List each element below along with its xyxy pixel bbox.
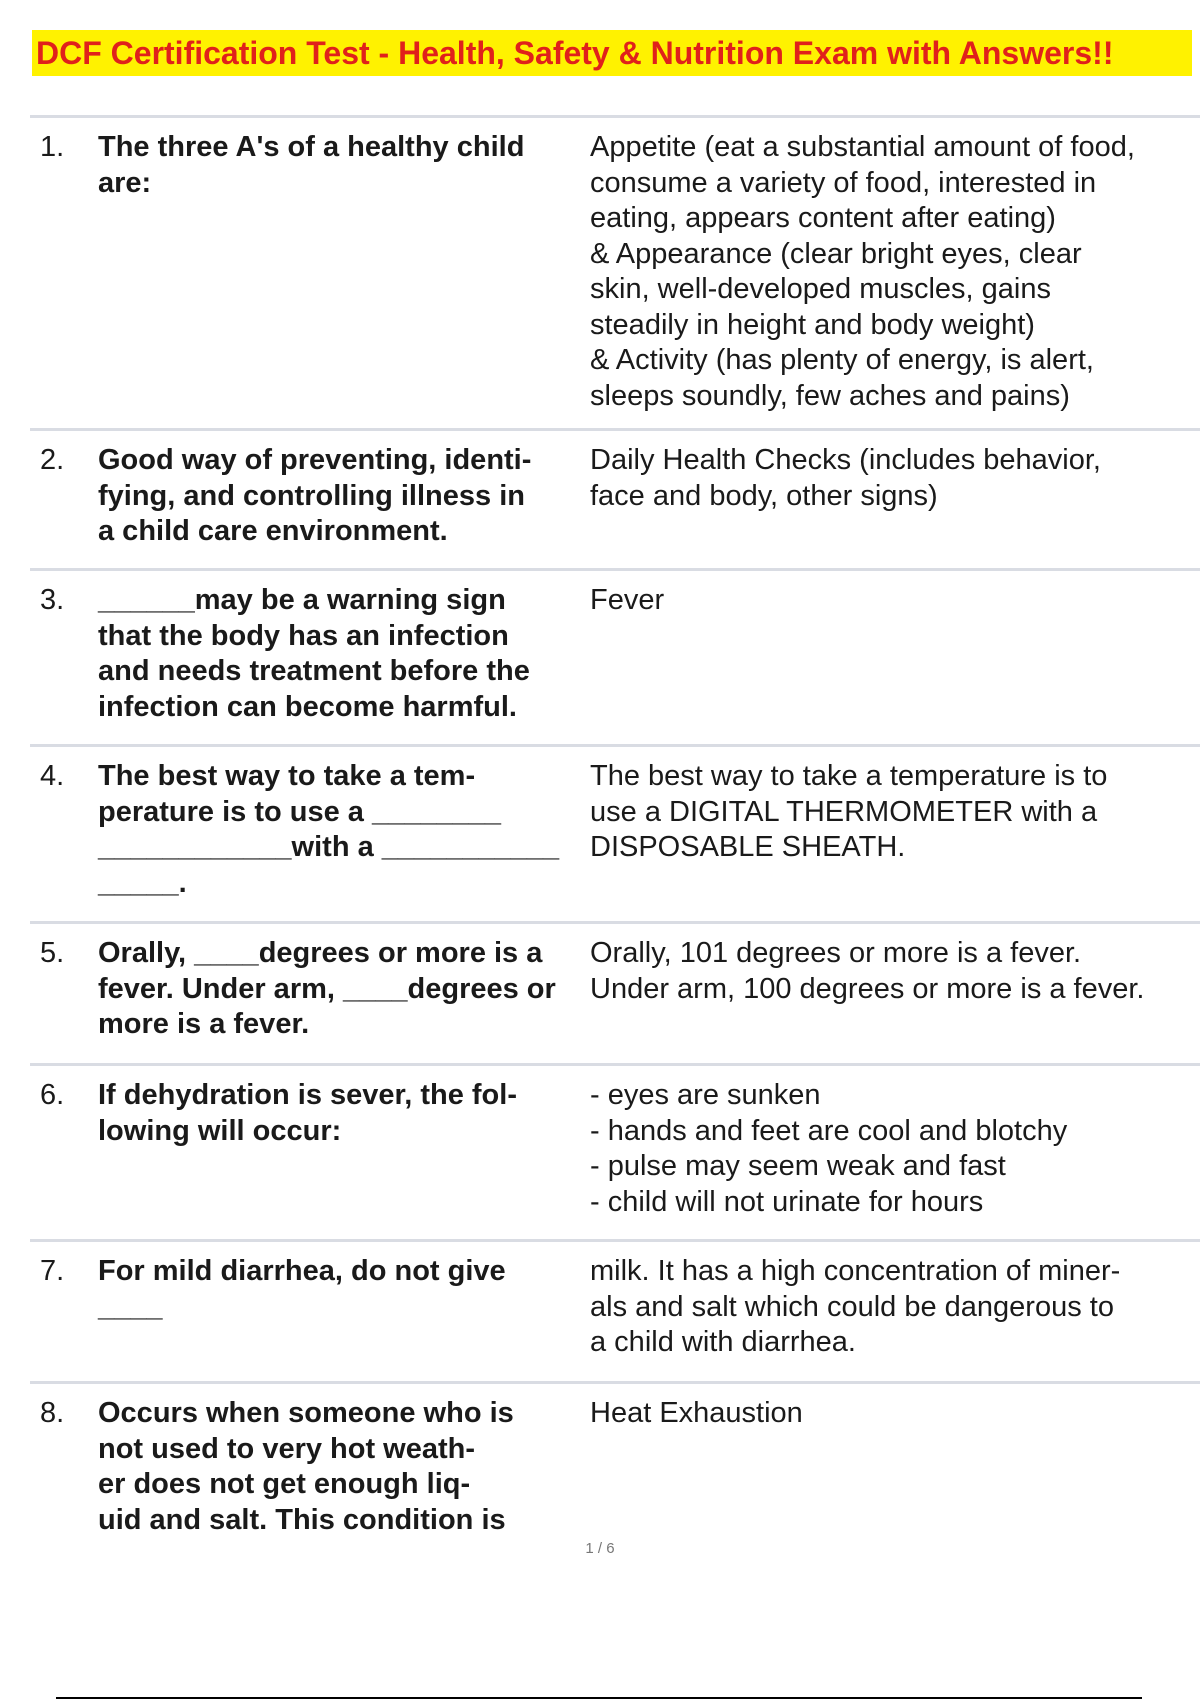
question-text: If dehydration is sever, the fol- lowing will occur: (98, 1079, 517, 1147)
answer-text: milk. It has a high concentration of miner- als and salt which could be dangerous to a child with diarrhea. (590, 1255, 1121, 1358)
answer-text: - eyes are sunken - hands and feet are cool and blotchy - pulse may seem weak and fast - child will not urinate for hours (590, 1079, 1068, 1218)
question-text: ______may be a warning sign that the body has an infection and needs treatment before the infection can become harmful. (98, 584, 530, 723)
qa-row-8 (30, 1381, 1200, 1554)
footer-rule (56, 1697, 1142, 1699)
answer-text: Daily Health Checks (includes behavior, face and body, other signs) (590, 444, 1101, 512)
qa-row-4 (30, 744, 1200, 921)
item-number: 8. (40, 1397, 65, 1429)
answer-text: Orally, 101 degrees or more is a fever. Under arm, 100 degrees or more is a fever. (590, 937, 1145, 1005)
qa-row-5 (30, 921, 1200, 1063)
page-number: 1 / 6 (585, 1540, 615, 1557)
answer-text: Appetite (eat a substantial amount of food, consume a variety of food, interested in eating, appears content after eating) & Appearance (clear bright eyes, clear skin, well-developed muscles, gains steadily in height and body weight) & Activity (has plenty of energy, is alert, sleeps soundly, few aches and pains) (590, 131, 1135, 412)
qa-row-1 (30, 115, 1200, 428)
item-number: 4. (40, 760, 65, 792)
document-title: DCF Certification Test - Health, Safety & Nutrition Exam with Answers!! (36, 35, 1114, 71)
question-text: Occurs when someone who is not used to very hot weath- er does not get enough liq- uid and salt. This condition is (98, 1397, 514, 1536)
question-text: For mild diarrhea, do not give ____ (98, 1255, 506, 1323)
item-number: 7. (40, 1255, 65, 1287)
answer-text: Heat Exhaustion (590, 1397, 803, 1429)
item-number: 6. (40, 1079, 65, 1111)
item-number: 2. (40, 444, 65, 476)
question-text: Good way of preventing, identi- fying, and controlling illness in a child care environment. (98, 444, 532, 547)
item-number: 1. (40, 131, 65, 163)
answer-text: Fever (590, 584, 665, 616)
qa-row-7 (30, 1239, 1200, 1381)
title-highlight (32, 30, 1192, 76)
question-text: The best way to take a tem- perature is to use a ________ ____________with a ___________ _____. (98, 760, 560, 899)
qa-table (30, 115, 1200, 1554)
item-number: 5. (40, 937, 65, 969)
qa-row-3 (30, 568, 1200, 744)
qa-row-6 (30, 1063, 1200, 1239)
question-text: The three A's of a healthy child are: (98, 131, 525, 199)
item-number: 3. (40, 584, 65, 616)
answer-text: The best way to take a temperature is to use a DIGITAL THERMOMETER with a DISPOSABLE SHEATH. (590, 760, 1108, 863)
qa-row-2 (30, 428, 1200, 568)
question-text: Orally, ____degrees or more is a fever. Under arm, ____degrees or more is a fever. (98, 937, 556, 1040)
